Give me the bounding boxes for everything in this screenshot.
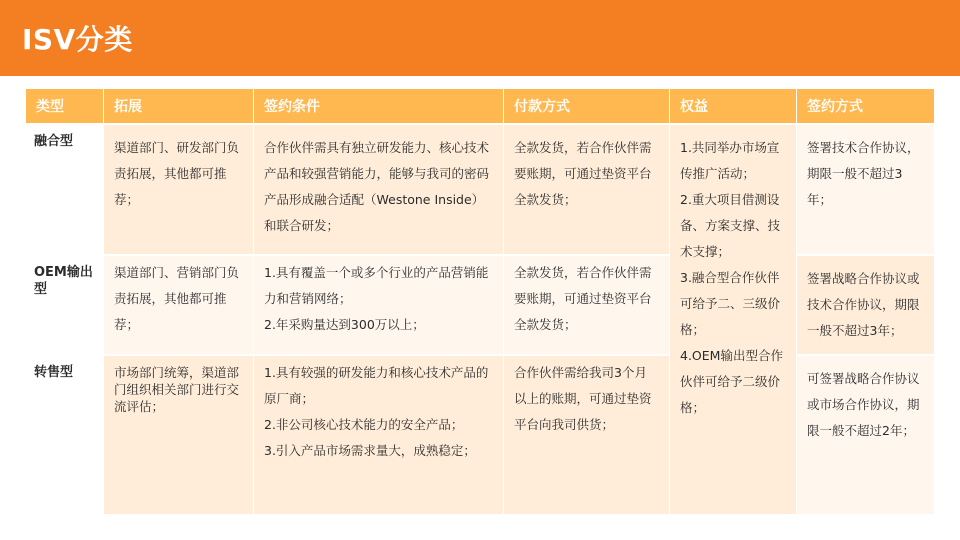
row-type: 融合型	[26, 125, 104, 256]
row-sign-method: 可签署战略合作协议或市场合作协议，期限一般不超过2年；	[797, 356, 934, 516]
row-sign-method: 签署战略合作协议或技术合作协议，期限一般不超过3年；	[797, 256, 934, 356]
header-conditions: 签约条件	[254, 89, 504, 125]
header-expand: 拓展	[104, 89, 254, 125]
row-conditions: 1.具有较强的研发能力和核心技术产品的原厂商； 2.非公司核心技术能力的安全产品； 3.引入产品市场需求量大，成熟稳定；	[254, 356, 504, 516]
header-benefits: 权益	[670, 89, 797, 125]
table-header-row	[26, 89, 934, 125]
row-conditions: 1.具有覆盖一个或多个行业的产品营销能力和营销网络； 2.年采购量达到300万以上；	[254, 256, 504, 356]
row-type: 转售型	[26, 356, 104, 516]
row-expand: 市场部门统筹，渠道部门组织相关部门进行交流评估；	[104, 356, 254, 516]
title-banner	[0, 0, 960, 76]
row-expand: 渠道部门、营销部门负责拓展，其他都可推荐；	[104, 256, 254, 356]
table-row	[26, 356, 934, 516]
table-row	[26, 256, 934, 356]
row-type: OEM输出型	[26, 256, 104, 356]
isv-classification-table	[26, 89, 934, 516]
benefits-cell: 1.共同举办市场宣传推广活动； 2.重大项目借测设备、方案支撑、技术支撑； 3.融合型合作伙伴可给予二、三级价格； 4.OEM输出型合作伙伴可给予二级价格；	[670, 125, 797, 516]
row-conditions: 合作伙伴需具有独立研发能力、核心技术产品和较强营销能力，能够与我司的密码产品形成融合适配（Westone Inside）和联合研发；	[254, 125, 504, 256]
header-sign-method: 签约方式	[797, 89, 934, 125]
header-payment: 付款方式	[504, 89, 670, 125]
row-expand: 渠道部门、研发部门负责拓展，其他都可推荐；	[104, 125, 254, 256]
table-row	[26, 125, 934, 256]
row-sign-method: 签署技术合作协议，期限一般不超过3年；	[797, 125, 934, 256]
row-payment: 全款发货，若合作伙伴需要账期，可通过垫资平台全款发货；	[504, 256, 670, 356]
header-type: 类型	[26, 89, 104, 125]
slide-title: ISV分类	[22, 23, 133, 56]
row-payment: 合作伙伴需给我司3个月以上的账期，可通过垫资平台向我司供货；	[504, 356, 670, 516]
row-payment: 全款发货，若合作伙伴需要账期，可通过垫资平台全款发货；	[504, 125, 670, 256]
